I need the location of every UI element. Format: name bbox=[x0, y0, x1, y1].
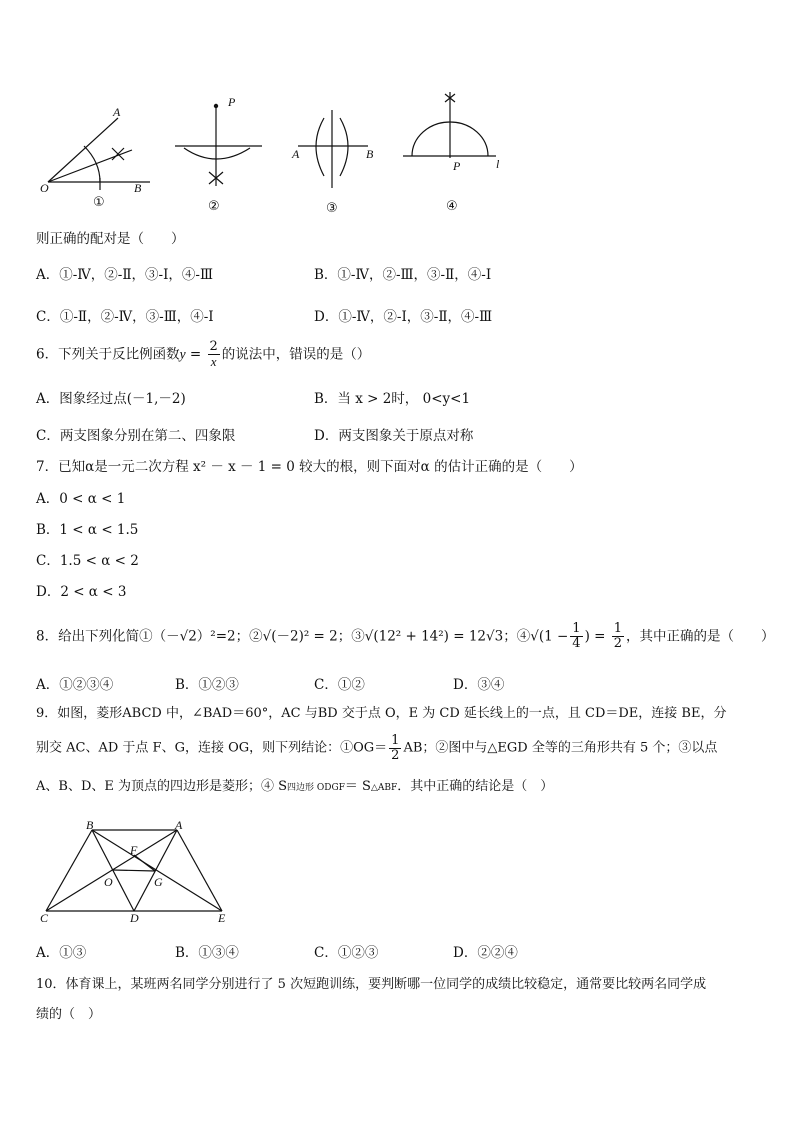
figure-3-perpendicular-bisector bbox=[298, 110, 368, 188]
fig1-caption: ① bbox=[93, 195, 105, 210]
fig1-label-A: A bbox=[113, 105, 121, 119]
rhombus-label-F: F bbox=[130, 843, 138, 857]
fig4-label-l: l bbox=[496, 157, 500, 171]
q10-line1: 10．体育课上，某班两名同学分别进行了 5 次短跑训练，要判断哪一位同学的成绩比较稳定，通常要比较两名同学成 bbox=[36, 977, 707, 992]
q10-line2: 绩的（ ） bbox=[36, 1007, 102, 1022]
fig2-label-P: P bbox=[228, 95, 236, 109]
fig1-label-O: O bbox=[40, 181, 49, 195]
q6-option-d: D．两支图象关于原点对称 bbox=[314, 428, 474, 444]
fig2-caption: ② bbox=[208, 199, 220, 214]
fig1-label-B: B bbox=[134, 181, 142, 195]
fig3-label-A: A bbox=[292, 147, 300, 161]
figure-2-perpendicular-from-point bbox=[175, 104, 262, 186]
q7-option-d: D．2 < α < 3 bbox=[36, 584, 127, 600]
q6-stem: 6．下列关于反比例函数y = $\frac{2}{x}$ 的说法中，错误的是（） bbox=[36, 339, 371, 369]
rhombus-label-G: G bbox=[154, 875, 163, 889]
q7-stem: 7．已知α是一元二次方程 x² － x － 1 = 0 较大的根，则下面对α 的估计正确的是（ ） bbox=[36, 459, 583, 475]
q5-option-d: D．①-Ⅳ，②-Ⅰ，③-Ⅱ，④-Ⅲ bbox=[314, 309, 493, 325]
q6-option-c: C．两支图象分别在第二、四象限 bbox=[36, 428, 236, 444]
rhombus-label-B: B bbox=[86, 818, 94, 832]
fig4-label-P: P bbox=[453, 159, 461, 173]
q7-option-b: B．1 < α < 1.5 bbox=[36, 522, 139, 538]
q6-option-b: B．当 x > 2时， 0<y<1 bbox=[314, 391, 471, 407]
figure-1-angle-bisector bbox=[48, 118, 150, 190]
fig3-caption: ③ bbox=[326, 201, 338, 216]
rhombus-label-D: D bbox=[130, 911, 139, 925]
q9-option-d: D．②②④ bbox=[453, 945, 518, 961]
q9-option-a: A．①③ bbox=[36, 945, 87, 961]
q9-line2: 别交 AC、AD 于点 F、G，连接 OG，则下列结论：①OG＝ $\frac{1}{2}$ AB；②图中与△EGD 全等的三角形共有 5 个；③以点 bbox=[36, 733, 718, 763]
rhombus-label-E: E bbox=[218, 911, 226, 925]
q5-option-a: A．①-Ⅳ，②-Ⅱ，③-Ⅰ，④-Ⅲ bbox=[36, 267, 214, 283]
q9-option-c: C．①②③ bbox=[314, 945, 379, 961]
q5-option-b: B．①-Ⅳ，②-Ⅲ，③-Ⅱ，④-Ⅰ bbox=[314, 267, 492, 283]
q5-prompt: 则正确的配对是（ ） bbox=[36, 231, 185, 247]
q9-line1: 9．如图，菱形ABCD 中，∠BAD＝60°，AC 与BD 交于点 O，E 为 CD 延长线上的一点，且 CD＝DE，连接 BE，分 bbox=[36, 706, 727, 721]
rhombus-label-A: A bbox=[175, 818, 183, 832]
q6-option-a: A．图象经过点(－1,－2) bbox=[36, 391, 186, 407]
rhombus-label-O: O bbox=[104, 875, 113, 889]
q7-option-c: C．1.5 < α < 2 bbox=[36, 553, 139, 569]
fig3-label-B: B bbox=[366, 147, 374, 161]
q9-line3: A、B、D、E 为顶点的四边形是菱形；④ S四边形 ODGF＝ S△ABF．其中正确的结论是（ ） bbox=[36, 779, 554, 794]
figure-4-perpendicular-at-point bbox=[403, 92, 496, 158]
q5-option-c: C．①-Ⅱ，②-Ⅳ，③-Ⅲ，④-Ⅰ bbox=[36, 309, 214, 325]
q8-option-c: C．①② bbox=[314, 677, 365, 693]
fig4-caption: ④ bbox=[446, 199, 458, 214]
rhombus-label-C: C bbox=[40, 911, 49, 925]
construction-figures bbox=[0, 0, 794, 230]
q8-stem: 8．给出下列化简①（－√2）²=2；②√(－2)² = 2；③√(12² + 14²) = 12√3；④√(1 − $\frac{1}{4}$ ) = $\frac{1}{2}$ ，其中正确的是（ ） bbox=[36, 621, 775, 651]
q9-option-b: B．①③④ bbox=[175, 945, 239, 961]
q8-option-d: D．③④ bbox=[453, 677, 505, 693]
q7-option-a: A．0 < α < 1 bbox=[36, 491, 126, 507]
q8-option-a: A．①②③④ bbox=[36, 677, 114, 693]
q8-option-b: B．①②③ bbox=[175, 677, 239, 693]
rhombus-lines bbox=[46, 830, 222, 911]
